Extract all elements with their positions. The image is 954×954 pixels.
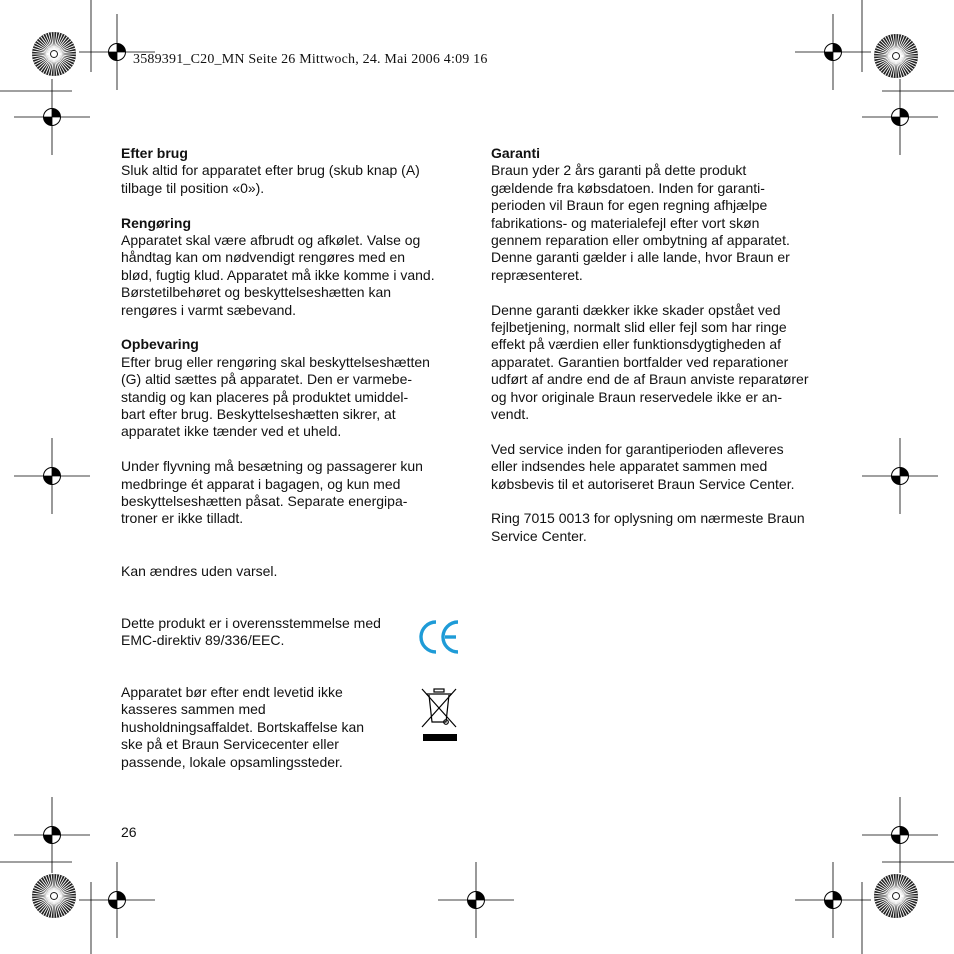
section-title: Garanti xyxy=(491,145,541,161)
registration-crosshair-icon xyxy=(795,14,871,90)
starburst-color-bar-icon xyxy=(32,874,76,918)
section-body: Denne garanti dækker ikke skader opstået ved fejlbetjening, normalt slid eller fejl som har ringe effekt på værdien eller funktionsdygtigheden af apparatet. Garantien bortfalder ved reparationer udført af andre end de af Braun anviste reparatører og hvor originale Braun reservedele ikke er an- vendt. xyxy=(491,301,809,423)
section-body: Sluk altid for apparatet efter brug (skub knap (A) tilbage til position «0»). xyxy=(121,162,420,196)
section-garanti xyxy=(491,145,836,284)
section-title: Opbevaring xyxy=(121,336,199,353)
header-slug: 3589391_C20_MN Seite 26 Mittwoch, 24. Mai 2006 4:09 16 xyxy=(133,52,488,67)
disposal-notice: Apparatet bør efter endt levetid ikke kasseres sammen med husholdningsaffaldet. Bortskaffelse kan ske på et Braun Servicecenter eller passende, lokale opsamlingssteder. xyxy=(121,684,365,770)
section-phone xyxy=(491,510,836,545)
section-body: Apparatet skal være afbrudt og afkølet. Valse og håndtag kan om nødvendigt rengøres med en blød, fugtig klud. Apparatet må ikke komme i vand. Børstetilbehøret og beskyttelseshætten kan rengøres i varmt sæbevand. xyxy=(121,232,435,318)
change-notice: Kan ændres uden varsel. xyxy=(121,563,278,579)
section-body: Under flyvning må besætning og passagerer kun medbringe ét apparat i bagagen, og kun med beskyttelseshætten påsat. Separate energipa- troner er ikke tilladt. xyxy=(121,458,423,527)
section-flight-note xyxy=(121,458,466,528)
section-title: Rengøring xyxy=(121,214,191,231)
section-body: Efter brug eller rengøring skal beskyttelseshætten (G) altid sættes på apparatet. Den er varmebe- standig og kan placeres på produktet umiddel- bart efter brug. Beskyttelseshætten sikrer, at apparatet ikke tænder ved et uheld. xyxy=(121,353,430,440)
section-rengoring xyxy=(121,215,466,319)
section-body: Ved service inden for garantiperioden afleveres eller indsendes hele apparatet sammen med købsbevis til et autoriseret Braun Service Center. xyxy=(491,440,795,492)
registration-crosshair-icon xyxy=(14,79,90,155)
starburst-color-bar-icon xyxy=(874,34,918,78)
right-column xyxy=(491,145,836,563)
registration-crosshair-icon xyxy=(14,438,90,514)
section-title: Efter brug xyxy=(121,145,188,161)
section-garanti-exclusions xyxy=(491,302,836,424)
registration-crosshair-icon xyxy=(438,862,514,938)
ce-notice: Dette produkt er i overensstemmelse med EMC-direktiv 89/336/EEC. xyxy=(121,615,381,649)
starburst-color-bar-icon xyxy=(874,874,918,918)
ce-mark-icon xyxy=(419,618,461,656)
registration-crosshair-icon xyxy=(862,438,938,514)
registration-crosshair-icon xyxy=(79,862,155,938)
section-opbevaring xyxy=(121,336,466,440)
section-service xyxy=(491,441,836,493)
section-body: Braun yder 2 års garanti på dette produkt gældende fra købsdatoen. Inden for garanti- perioden vil Braun for egen regning afhjælpe fabrikations- og materialefejl efter vort skøn gennem reparation eller ombytning af apparatet. Denne garanti gælder i alle lande, hvor Braun er repræsenteret. xyxy=(491,162,790,283)
registration-crosshair-icon xyxy=(795,862,871,938)
page-number: 26 xyxy=(121,824,137,840)
section-efter-brug xyxy=(121,145,466,197)
section-body: Ring 7015 0013 for oplysning om nærmeste Braun Service Center. xyxy=(491,510,805,544)
registration-crosshair-icon xyxy=(862,79,938,155)
starburst-color-bar-icon xyxy=(32,32,76,76)
left-column xyxy=(121,145,466,545)
crossed-out-wheelie-bin-icon xyxy=(419,686,459,744)
